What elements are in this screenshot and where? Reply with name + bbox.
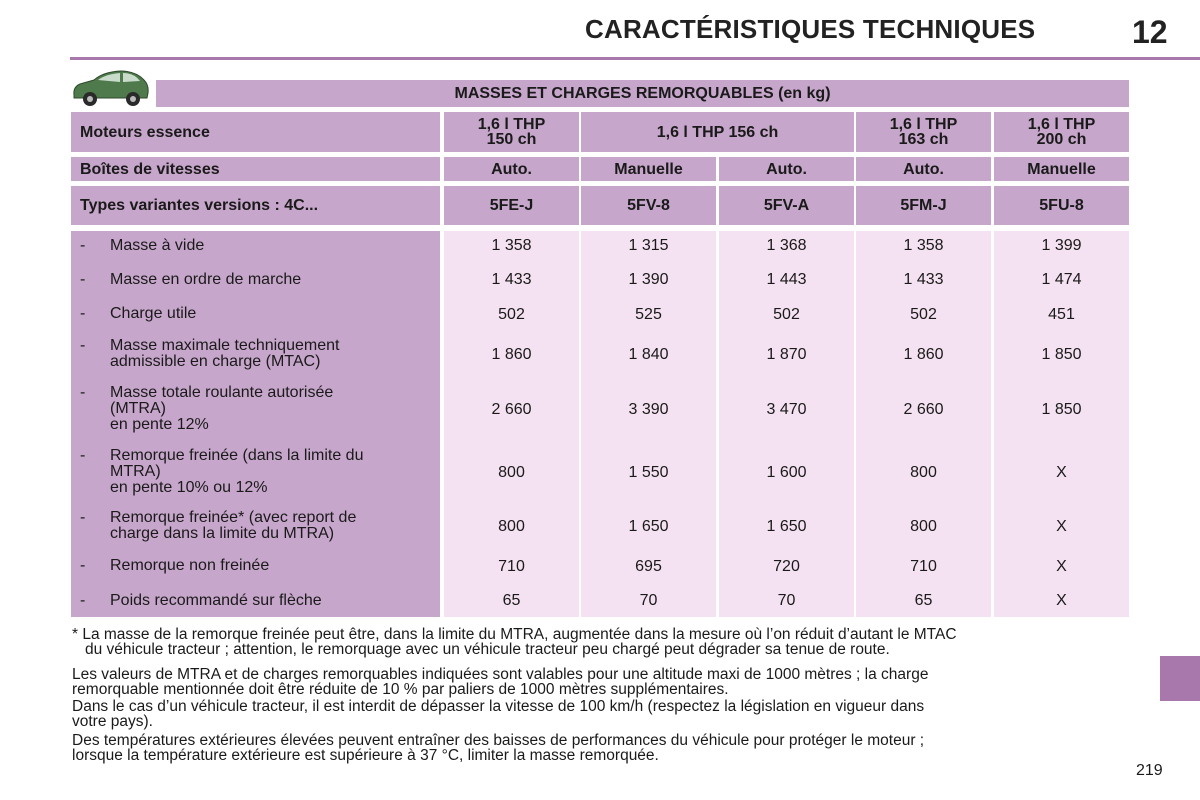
row-label xyxy=(80,441,363,503)
note-temperature xyxy=(72,733,1132,763)
page-title: CARACTÉRISTIQUES TECHNIQUES xyxy=(585,14,1036,44)
row-label-text: Charge utile xyxy=(110,305,197,322)
row-label-text: Masse en ordre de marche xyxy=(110,270,302,288)
note-line: Les valeurs de MTRA et de charges remorquables indiquées sont valables pour une altitude maxi de 1000 mètres ; la charge xyxy=(72,666,929,683)
table-cell: X xyxy=(1056,592,1067,609)
row-label xyxy=(80,231,204,260)
row-dash: - xyxy=(80,447,86,464)
table-cell: 1 860 xyxy=(491,345,532,363)
header-rule xyxy=(70,57,1200,60)
table-cell: 800 xyxy=(498,517,525,535)
table-cell: X xyxy=(1056,463,1067,481)
table-cell: 1 399 xyxy=(1041,237,1082,254)
table-cell: 65 xyxy=(502,592,521,609)
footnote-line: du véhicule tracteur ; attention, le remorquage avec un véhicule tracteur peu chargé peut dégrader sa tenue de route. xyxy=(85,641,890,658)
type-code: 5FM-J xyxy=(856,186,991,225)
row-dash: - xyxy=(80,509,86,526)
type-code: 5FV-8 xyxy=(581,186,716,225)
note-line: lorsque la température extérieure est supérieure à 37 °C, limiter la masse remorquée. xyxy=(72,747,659,764)
row-dash: - xyxy=(80,591,86,609)
table-cell: 720 xyxy=(773,557,800,575)
page-number: 219 xyxy=(1136,762,1163,779)
table-cell: 1 315 xyxy=(628,237,669,254)
table-cell: 1 850 xyxy=(1041,345,1082,363)
gearbox-header: Manuelle xyxy=(994,157,1129,181)
gearbox-header: Auto. xyxy=(719,157,854,181)
table-cell: 70 xyxy=(639,592,658,609)
table-cell: 65 xyxy=(914,592,933,609)
footnote xyxy=(72,627,1132,657)
engine-header: 1,6 l THP 150 ch xyxy=(444,112,579,152)
row-label-text: Remorque freinée* (avec report de charge dans la limite du MTRA) xyxy=(110,509,357,542)
table-cell: 1 390 xyxy=(628,271,669,288)
gearbox-header: Auto. xyxy=(856,157,991,181)
gearbox-header: Auto. xyxy=(444,157,579,181)
row-label xyxy=(80,263,301,296)
gearbox-header-label: Boîtes de vitesses xyxy=(71,157,440,181)
engine-header: 1,6 l THP 200 ch xyxy=(994,112,1129,152)
table-cell: 710 xyxy=(910,557,937,575)
chapter-number: 12 xyxy=(1132,14,1168,50)
table-title: MASSES ET CHARGES REMORQUABLES (en kg) xyxy=(156,80,1129,107)
table-cell: 1 650 xyxy=(628,517,669,535)
table-cell: 2 660 xyxy=(491,400,532,418)
row-label xyxy=(80,298,196,330)
row-label-text: Masse totale roulante autorisée (MTRA) en pente 12% xyxy=(110,384,334,433)
chapter-tab xyxy=(1160,656,1200,701)
table-cell: 800 xyxy=(910,463,937,481)
row-dash: - xyxy=(80,384,86,401)
table-cell: 3 390 xyxy=(628,400,669,418)
table-cell: 1 550 xyxy=(628,463,669,481)
gearbox-header: Manuelle xyxy=(581,157,716,181)
row-label xyxy=(80,378,333,440)
note-line: Des températures extérieures élevées peuvent entraîner des baisses de performances du véhicule pour protéger le moteur ; xyxy=(72,732,925,749)
table-cell: 1 870 xyxy=(766,345,807,363)
note-line: remorquable mentionnée doit être réduite de 10 % par paliers de 1000 mètres supplémentaires. xyxy=(72,681,729,698)
car-icon xyxy=(70,68,150,108)
table-cell: 1 650 xyxy=(766,517,807,535)
note-line: votre pays). xyxy=(72,713,153,730)
row-label-text: Remorque freinée (dans la limite du MTRA) en pente 10% ou 12% xyxy=(110,447,364,496)
table-cell: X xyxy=(1056,557,1067,575)
type-code: 5FV-A xyxy=(719,186,854,225)
table-cell: 451 xyxy=(1048,305,1075,323)
table-cell: X xyxy=(1056,517,1067,535)
table-cell: 1 840 xyxy=(628,345,669,363)
types-header-label: Types variantes versions : 4C... xyxy=(71,186,440,225)
row-label xyxy=(80,584,322,617)
row-dash: - xyxy=(80,337,86,354)
table-cell: 800 xyxy=(498,463,525,481)
table-cell: 502 xyxy=(910,305,937,323)
row-label xyxy=(80,549,269,583)
row-dash: - xyxy=(80,270,86,288)
row-label-text: Poids recommandé sur flèche xyxy=(110,591,322,609)
table-cell: 525 xyxy=(635,305,662,323)
table-cell: 2 660 xyxy=(903,400,944,418)
table-cell: 1 474 xyxy=(1041,271,1082,288)
table-cell: 800 xyxy=(910,517,937,535)
table-cell: 695 xyxy=(635,557,662,575)
row-label-text: Masse à vide xyxy=(110,236,205,254)
table-cell: 1 358 xyxy=(903,237,944,254)
row-label xyxy=(80,505,356,547)
note-line: Dans le cas d’un véhicule tracteur, il est interdit de dépasser la vitesse de 100 km/h (respectez la législation en vigueur dans xyxy=(72,698,925,715)
engine-header-label: Moteurs essence xyxy=(71,112,440,152)
table-cell: 1 368 xyxy=(766,237,807,254)
table-cell: 1 433 xyxy=(903,271,944,288)
row-dash: - xyxy=(80,557,86,574)
type-code: 5FE-J xyxy=(444,186,579,225)
row-dash: - xyxy=(80,236,86,254)
footnote-line: * La masse de la remorque freinée peut être, dans la limite du MTRA, augmentée dans la mesure où l’on réduit d’autant le MTAC xyxy=(72,626,957,643)
type-code: 5FU-8 xyxy=(994,186,1129,225)
row-label-text: Masse maximale techniquement admissible en charge (MTAC) xyxy=(110,337,340,370)
note-altitude xyxy=(72,667,1132,697)
table-cell: 3 470 xyxy=(766,400,807,418)
table-cell: 1 850 xyxy=(1041,400,1082,418)
engine-header: 1,6 l THP 156 ch xyxy=(581,112,854,152)
note-speed xyxy=(72,699,1132,729)
row-label xyxy=(80,332,339,376)
row-label-text: Remorque non freinée xyxy=(110,557,270,574)
table-cell: 502 xyxy=(498,305,525,323)
table-cell: 1 600 xyxy=(766,463,807,481)
table-cell: 710 xyxy=(498,557,525,575)
table-cell: 1 443 xyxy=(766,271,807,288)
table-cell: 70 xyxy=(777,592,796,609)
table-cell: 1 358 xyxy=(491,237,532,254)
table-cell: 1 860 xyxy=(903,345,944,363)
engine-header: 1,6 l THP 163 ch xyxy=(856,112,991,152)
table-cell: 502 xyxy=(773,305,800,323)
row-dash: - xyxy=(80,305,86,322)
table-cell: 1 433 xyxy=(491,271,532,288)
